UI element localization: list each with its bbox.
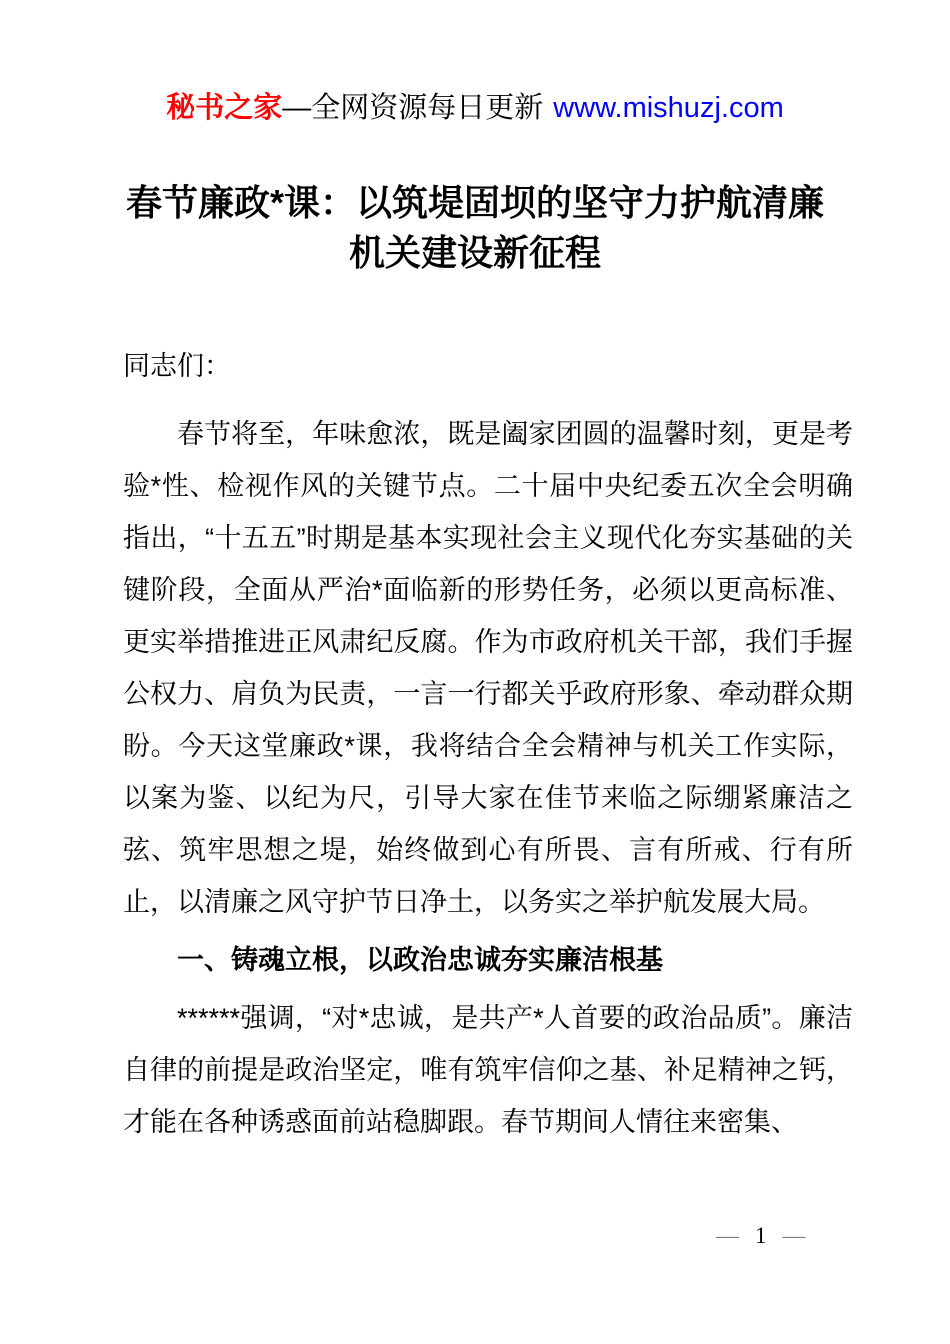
document-title <box>0 178 950 278</box>
header-separator: — <box>282 92 312 124</box>
salutation: 同志们： <box>123 351 231 381</box>
site-header <box>0 0 950 130</box>
section-heading-1: 一、铸魂立根，以政治忠诚夯实廉洁根基 <box>177 945 663 975</box>
document-body <box>123 340 853 1148</box>
page-number: 1 <box>755 1223 767 1248</box>
header-url-link[interactable]: www.mishuzj.com <box>553 92 784 124</box>
body-paragraph-2: ******强调，“对*忠诚，是共产*人首要的政治品质”。廉洁自律的前提是政治坚定，唯有筑牢信仰之基、补足精神之钙，才能在各种诱惑面前站稳脚跟。春节期间人情往来密集、 <box>123 1003 853 1137</box>
title-line-2: 机关建设新征程 <box>348 232 601 273</box>
body-paragraph-1: 春节将至，年味愈浓，既是阖家团圆的温馨时刻，更是考验*性、检视作风的关键节点。二十届中央纪委五次全会明确指出，“十五五”时期是基本实现社会主义现代化夯实基础的关键阶段，全面从严治*面临新的形势任务，必须以更高标准、更实举措推进正风肃纪反腐。作为市政府机关干部，我们手握公权力、肩负为民责，一言一行都关乎政府形象、牵动群众期盼。今天这堂廉政*课，我将结合全会精神与机关工作实际，以案为鉴、以纪为尺，引导大家在佳节来临之际绷紧廉洁之弦、筑牢思想之堤，始终做到心有所畏、言有所戒、行有所止，以清廉之风守护节日净土，以务实之举护航发展大局。 <box>123 419 853 917</box>
title-line-1: 春节廉政*课：以筑堤固坝的坚守力护航清廉 <box>125 182 824 223</box>
footer-dash-right: — <box>782 1223 806 1248</box>
header-tagline: 全网资源每日更新 <box>311 92 544 124</box>
footer-dash-left: — <box>716 1223 739 1248</box>
page-footer <box>716 1220 806 1252</box>
brand-text: 秘书之家 <box>166 92 283 124</box>
